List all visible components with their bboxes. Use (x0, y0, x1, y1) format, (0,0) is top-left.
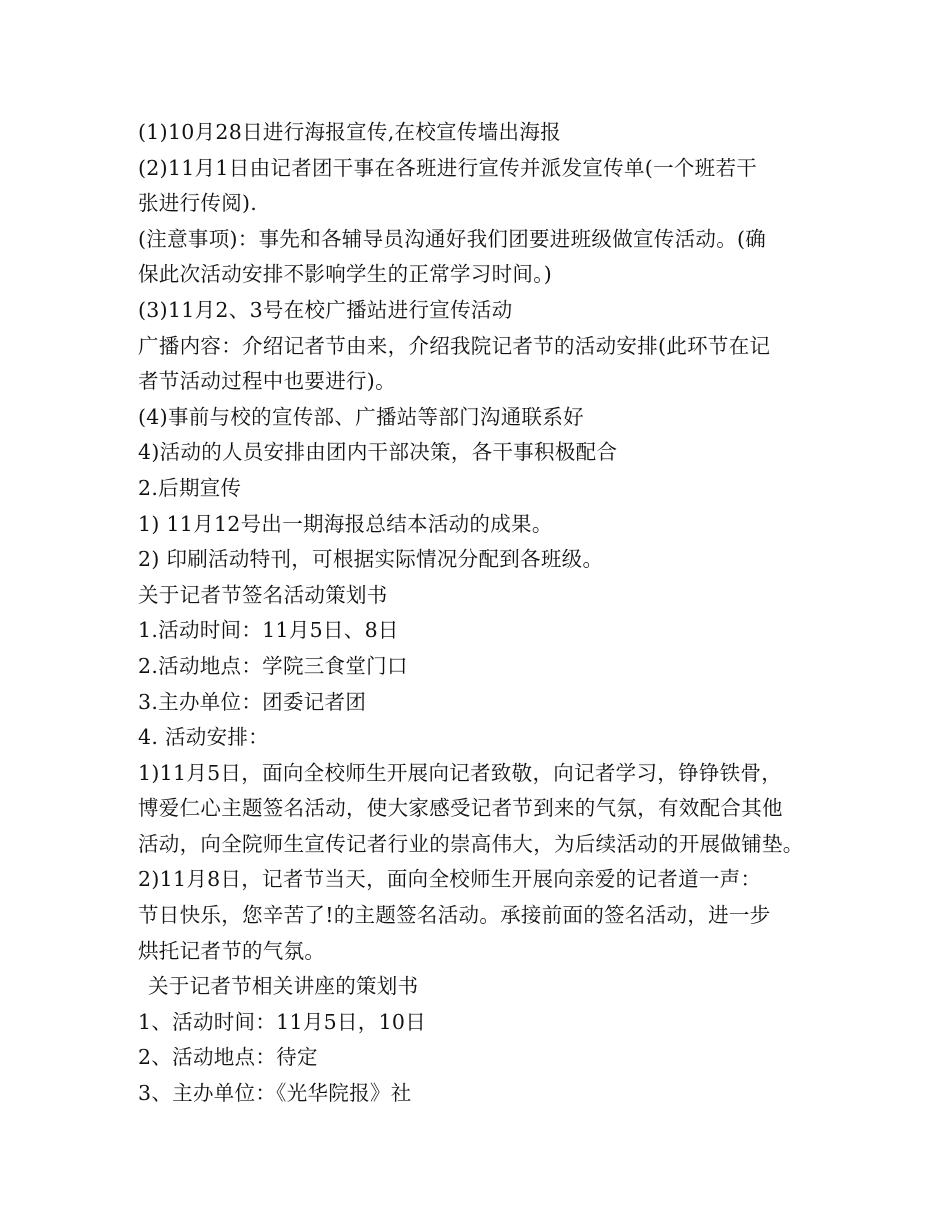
text-line: (2)11月1日由记者团干事在各班进行宣传并派发宣传单(一个班若干 (138, 155, 758, 180)
section-heading: 关于记者节签名活动策划书 (138, 582, 388, 607)
text-line: 1)11月5日，面向全校师生开展向记者致敬，向记者学习，铮铮铁骨， (138, 760, 783, 785)
text-line: 1.活动时间：11月5日、8日 (138, 618, 399, 643)
text-line: 烘托记者节的气氛。 (138, 938, 326, 963)
text-line: 2) 印刷活动特刊，可根据实际情况分配到各班级。 (138, 547, 604, 572)
text-line: 4. 活动安排： (138, 725, 269, 750)
text-line: 2、活动地点：待定 (138, 1045, 318, 1070)
text-line: 活动，向全院师生宣传记者行业的崇高伟大，为后续活动的开展做铺垫。 (138, 831, 804, 856)
text-line: 保此次活动安排不影响学生的正常学习时间。) (138, 262, 553, 287)
text-line: 1) 11月12号出一期海报总结本活动的成果。 (138, 511, 553, 536)
section-heading: 2.后期宣传 (138, 475, 242, 500)
text-line: 3、主办单位：《光华院报》社 (138, 1081, 412, 1106)
document-body (138, 115, 828, 1112)
text-line: 节日快乐，您辛苦了!的主题签名活动。承接前面的签名活动，进一步 (138, 903, 771, 928)
text-line: (3)11月2、3号在校广播站进行宣传活动 (138, 297, 513, 322)
text-line: 者节活动过程中也要进行)。 (138, 369, 396, 394)
text-line: 2.活动地点：学院三食堂门口 (138, 653, 408, 678)
text-line: 张进行传阅). (138, 191, 258, 216)
text-line: (1)10月28日进行海报宣传,在校宣传墙出海报 (138, 120, 561, 144)
text-line: 2)11月8日，记者节当天，面向全校师生开展向亲爱的记者道一声： (138, 867, 762, 892)
text-line: 3.主办单位：团委记者团 (138, 689, 367, 714)
text-line: 博爱仁心主题签名活动，使大家感受记者节到来的气氛，有效配合其他 (138, 796, 783, 821)
section-heading: 关于记者节相关讲座的策划书 (148, 974, 419, 999)
text-line: 1、活动时间：11月5日，10日 (138, 1009, 427, 1034)
text-line: (注意事项)：事先和各辅导员沟通好我们团要进班级做宣传活动。(确 (138, 226, 767, 251)
text-line: 4)活动的人员安排由团内干部决策，各干事积极配合 (138, 440, 618, 465)
text-line: (4)事前与校的宣传部、广播站等部门沟通联系好 (138, 404, 584, 429)
text-line: 广播内容：介绍记者节由来，介绍我院记者节的活动安排(此环节在记 (138, 333, 771, 358)
